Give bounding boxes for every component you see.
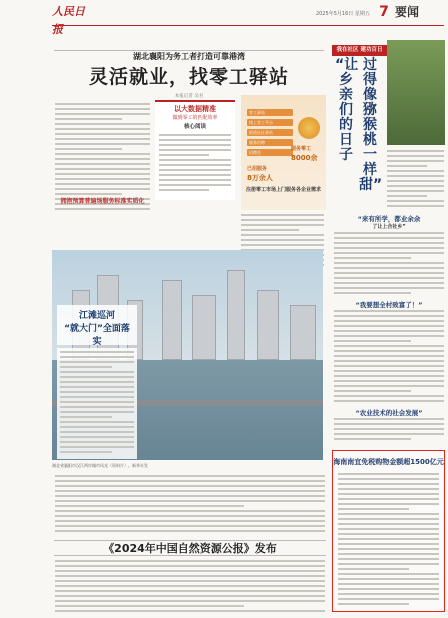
vertical-headline-line1: “让乡亲们的日子 [335, 57, 359, 163]
infographic-label: 招聘会 [247, 149, 293, 156]
sidebar-title-line1: 江滩巡河 [78, 311, 115, 321]
section-title: 要闻 [395, 5, 420, 19]
stat-label: 服务零工 [291, 146, 312, 152]
right-subheading: “我要想全村致富了！” [355, 301, 423, 309]
sidebar-title-line2: “就大门”全面落实 [64, 324, 130, 347]
coin-icon [298, 117, 320, 139]
right-subheading: “来有所学，都业余余 [357, 215, 421, 223]
info-box-subtitle: 做到零工的匹配效率 [172, 115, 218, 121]
infographic-label: 线上零工平台 [247, 119, 293, 126]
sidebar-article-text [57, 348, 137, 459]
farmer-photo [387, 40, 445, 145]
infographic-label: 服务招聘 [247, 139, 293, 146]
report-headline: 《2024年中国自然资源公报》发布 [54, 540, 326, 556]
right-subheading: 了让上合社乡” [372, 224, 406, 230]
stat-label: 已招服务 [247, 166, 268, 172]
newspaper-logo: 人民日报 [52, 5, 85, 36]
highlighted-article [332, 450, 445, 612]
info-box [155, 100, 235, 200]
column-tag: 我在社区 建功百日 [332, 45, 387, 56]
stat-value: 8万余人 [247, 174, 273, 182]
main-headline: 灵活就业，找零工驿站 [88, 66, 289, 88]
vertical-headline-line2: 过得像猕猴桃一样甜” [359, 57, 383, 193]
stat-value: 8000余 [291, 154, 318, 162]
issue-date: 2025年5月16日 星期五 [316, 11, 370, 17]
right-subheading: “农业技术的社会发展” [355, 409, 423, 417]
kicker-headline: 湖北襄阳为务工者打造可靠港湾 [54, 50, 324, 62]
section-heading: 注册零工市场上门服务各企业需求 [245, 187, 321, 193]
vertical-headline [333, 58, 385, 208]
photo-caption: 湖北省襄阳市汉江两岸城市风光（资料片）。新华社发 [52, 463, 148, 468]
sidebar-article-title [57, 305, 137, 345]
infographic-label: 零工驿站 [247, 109, 293, 116]
byline: 本报记者 吴君 [174, 94, 204, 99]
info-box-title: 以大数据精准 [174, 105, 216, 113]
infographic [241, 95, 326, 210]
highlighted-article-title: 海南南宜免税购物金额超1500亿元 [333, 458, 444, 466]
subheading: 拥抱预算普遍场服务标准实质化 [60, 198, 145, 205]
infographic-label: 街道社区驿站 [247, 129, 293, 136]
info-box-heading: 核心阅读 [183, 124, 206, 130]
page-number: 7 [379, 4, 389, 20]
